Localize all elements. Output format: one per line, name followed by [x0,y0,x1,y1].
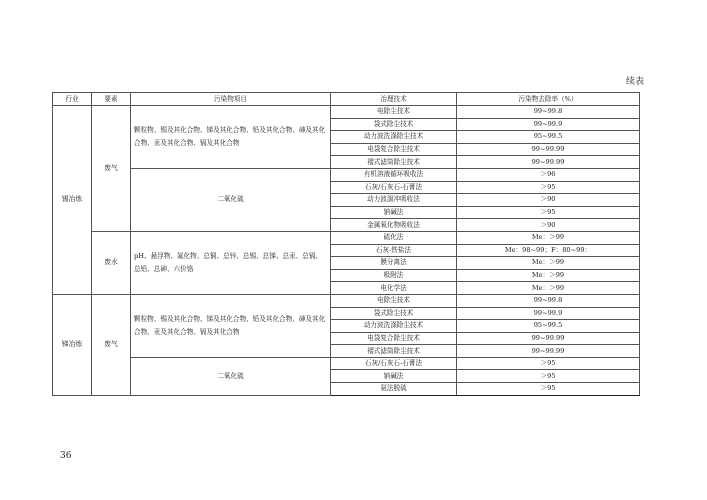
removal-rate-cell: 99~99.99 [457,143,640,156]
page-number: 36 [60,451,72,461]
technology-cell: 石灰/石灰石-石膏法 [331,181,457,194]
table-row [53,168,640,181]
removal-rate-cell: ＞95 [457,383,640,396]
removal-rate-cell: 95~99.5 [457,131,640,144]
pollutant-cell: 颗粒物、锡及其化合物、锑及其化合物、铅及其化合物、砷及其化合物、汞及其化合物、镉及其化合物 [131,294,331,357]
removal-rate-cell: ＞95 [457,181,640,194]
removal-rate-cell: 99~99.8 [457,106,640,119]
removal-rate-cell: Me：＞99 [457,231,640,244]
technology-cell: 褶式滤筒除尘技术 [331,156,457,169]
technology-cell: 动力波洗涤除尘技术 [331,320,457,333]
removal-rate-cell: 99~99.9 [457,118,640,131]
continued-label: 续表 [626,77,645,87]
pollutant-cell: 二氧化硫 [131,168,331,231]
table-body [53,106,640,396]
header-industry: 行业 [53,93,92,106]
technology-cell: 袋式除尘技术 [331,307,457,320]
table-row [53,294,640,307]
technology-cell: 电袋复合除尘技术 [331,143,457,156]
technology-cell: 硫化法 [331,231,457,244]
removal-rate-cell: 99~99.9 [457,307,640,320]
industry-cell: 锡冶炼 [53,106,92,295]
removal-rate-cell: Me：＞99 [457,257,640,270]
factor-cell: 废气 [92,294,131,395]
header-factor: 要素 [92,93,131,106]
removal-rate-cell: ＞95 [457,357,640,370]
header-removal-rate: 污染物去除率（%） [457,93,640,106]
technology-cell: 金属氧化物吸收法 [331,219,457,232]
removal-rate-cell: ＞90 [457,194,640,207]
removal-rate-cell: 99~99.99 [457,345,640,358]
technology-cell: 电化学法 [331,282,457,295]
technology-cell: 褶式滤筒除尘技术 [331,345,457,358]
technology-cell: 氨法脱硫 [331,383,457,396]
removal-rate-cell: 95~99.5 [457,320,640,333]
technology-cell: 有机溶液循环吸收法 [331,168,457,181]
technology-cell: 袋式除尘技术 [331,118,457,131]
header-technology: 治理技术 [331,93,457,106]
technology-cell: 钠碱法 [331,370,457,383]
table-row [53,106,640,119]
table-row [53,357,640,370]
removal-rate-cell: ＞95 [457,206,640,219]
technology-cell: 电除尘技术 [331,106,457,119]
removal-rate-cell: ＞90 [457,219,640,232]
technology-cell: 吸附法 [331,269,457,282]
header-pollutant: 污染物项目 [131,93,331,106]
pollutant-cell: 颗粒物、锡及其化合物、锑及其化合物、铅及其化合物、砷及其化合物、汞及其化合物、镉及其化合物 [131,106,331,169]
removal-rate-cell: 99~99.8 [457,294,640,307]
removal-rate-cell: Me：＞99 [457,269,640,282]
technology-cell: 动力波洗涤除尘技术 [331,131,457,144]
technology-cell: 石灰-铁盐法 [331,244,457,257]
removal-rate-cell: ＞96 [457,168,640,181]
table-row [53,231,640,244]
technology-cell: 动力波湍冲吸收法 [331,194,457,207]
removal-rate-cell: 99~99.99 [457,156,640,169]
technology-cell: 电除尘技术 [331,294,457,307]
pollutant-cell: pH、悬浮物、氟化物、总铜、总锌、总锡、总锑、总汞、总镉、总铅、总砷、六价铬 [131,231,331,294]
pollutant-cell: 二氧化硫 [131,357,331,395]
technology-cell: 钠碱法 [331,206,457,219]
header-row [53,93,640,106]
industry-cell: 锑冶炼 [53,294,92,395]
pollution-control-table [52,92,640,396]
removal-rate-cell: Me：＞99 [457,282,640,295]
removal-rate-cell: Me：98~99；F：80~99： [457,244,640,257]
factor-cell: 废水 [92,231,131,294]
removal-rate-cell: 99~99.99 [457,332,640,345]
removal-rate-cell: ＞95 [457,370,640,383]
technology-cell: 电袋复合除尘技术 [331,332,457,345]
technology-cell: 膜分离法 [331,257,457,270]
factor-cell: 废气 [92,106,131,232]
technology-cell: 石灰/石灰石-石膏法 [331,357,457,370]
